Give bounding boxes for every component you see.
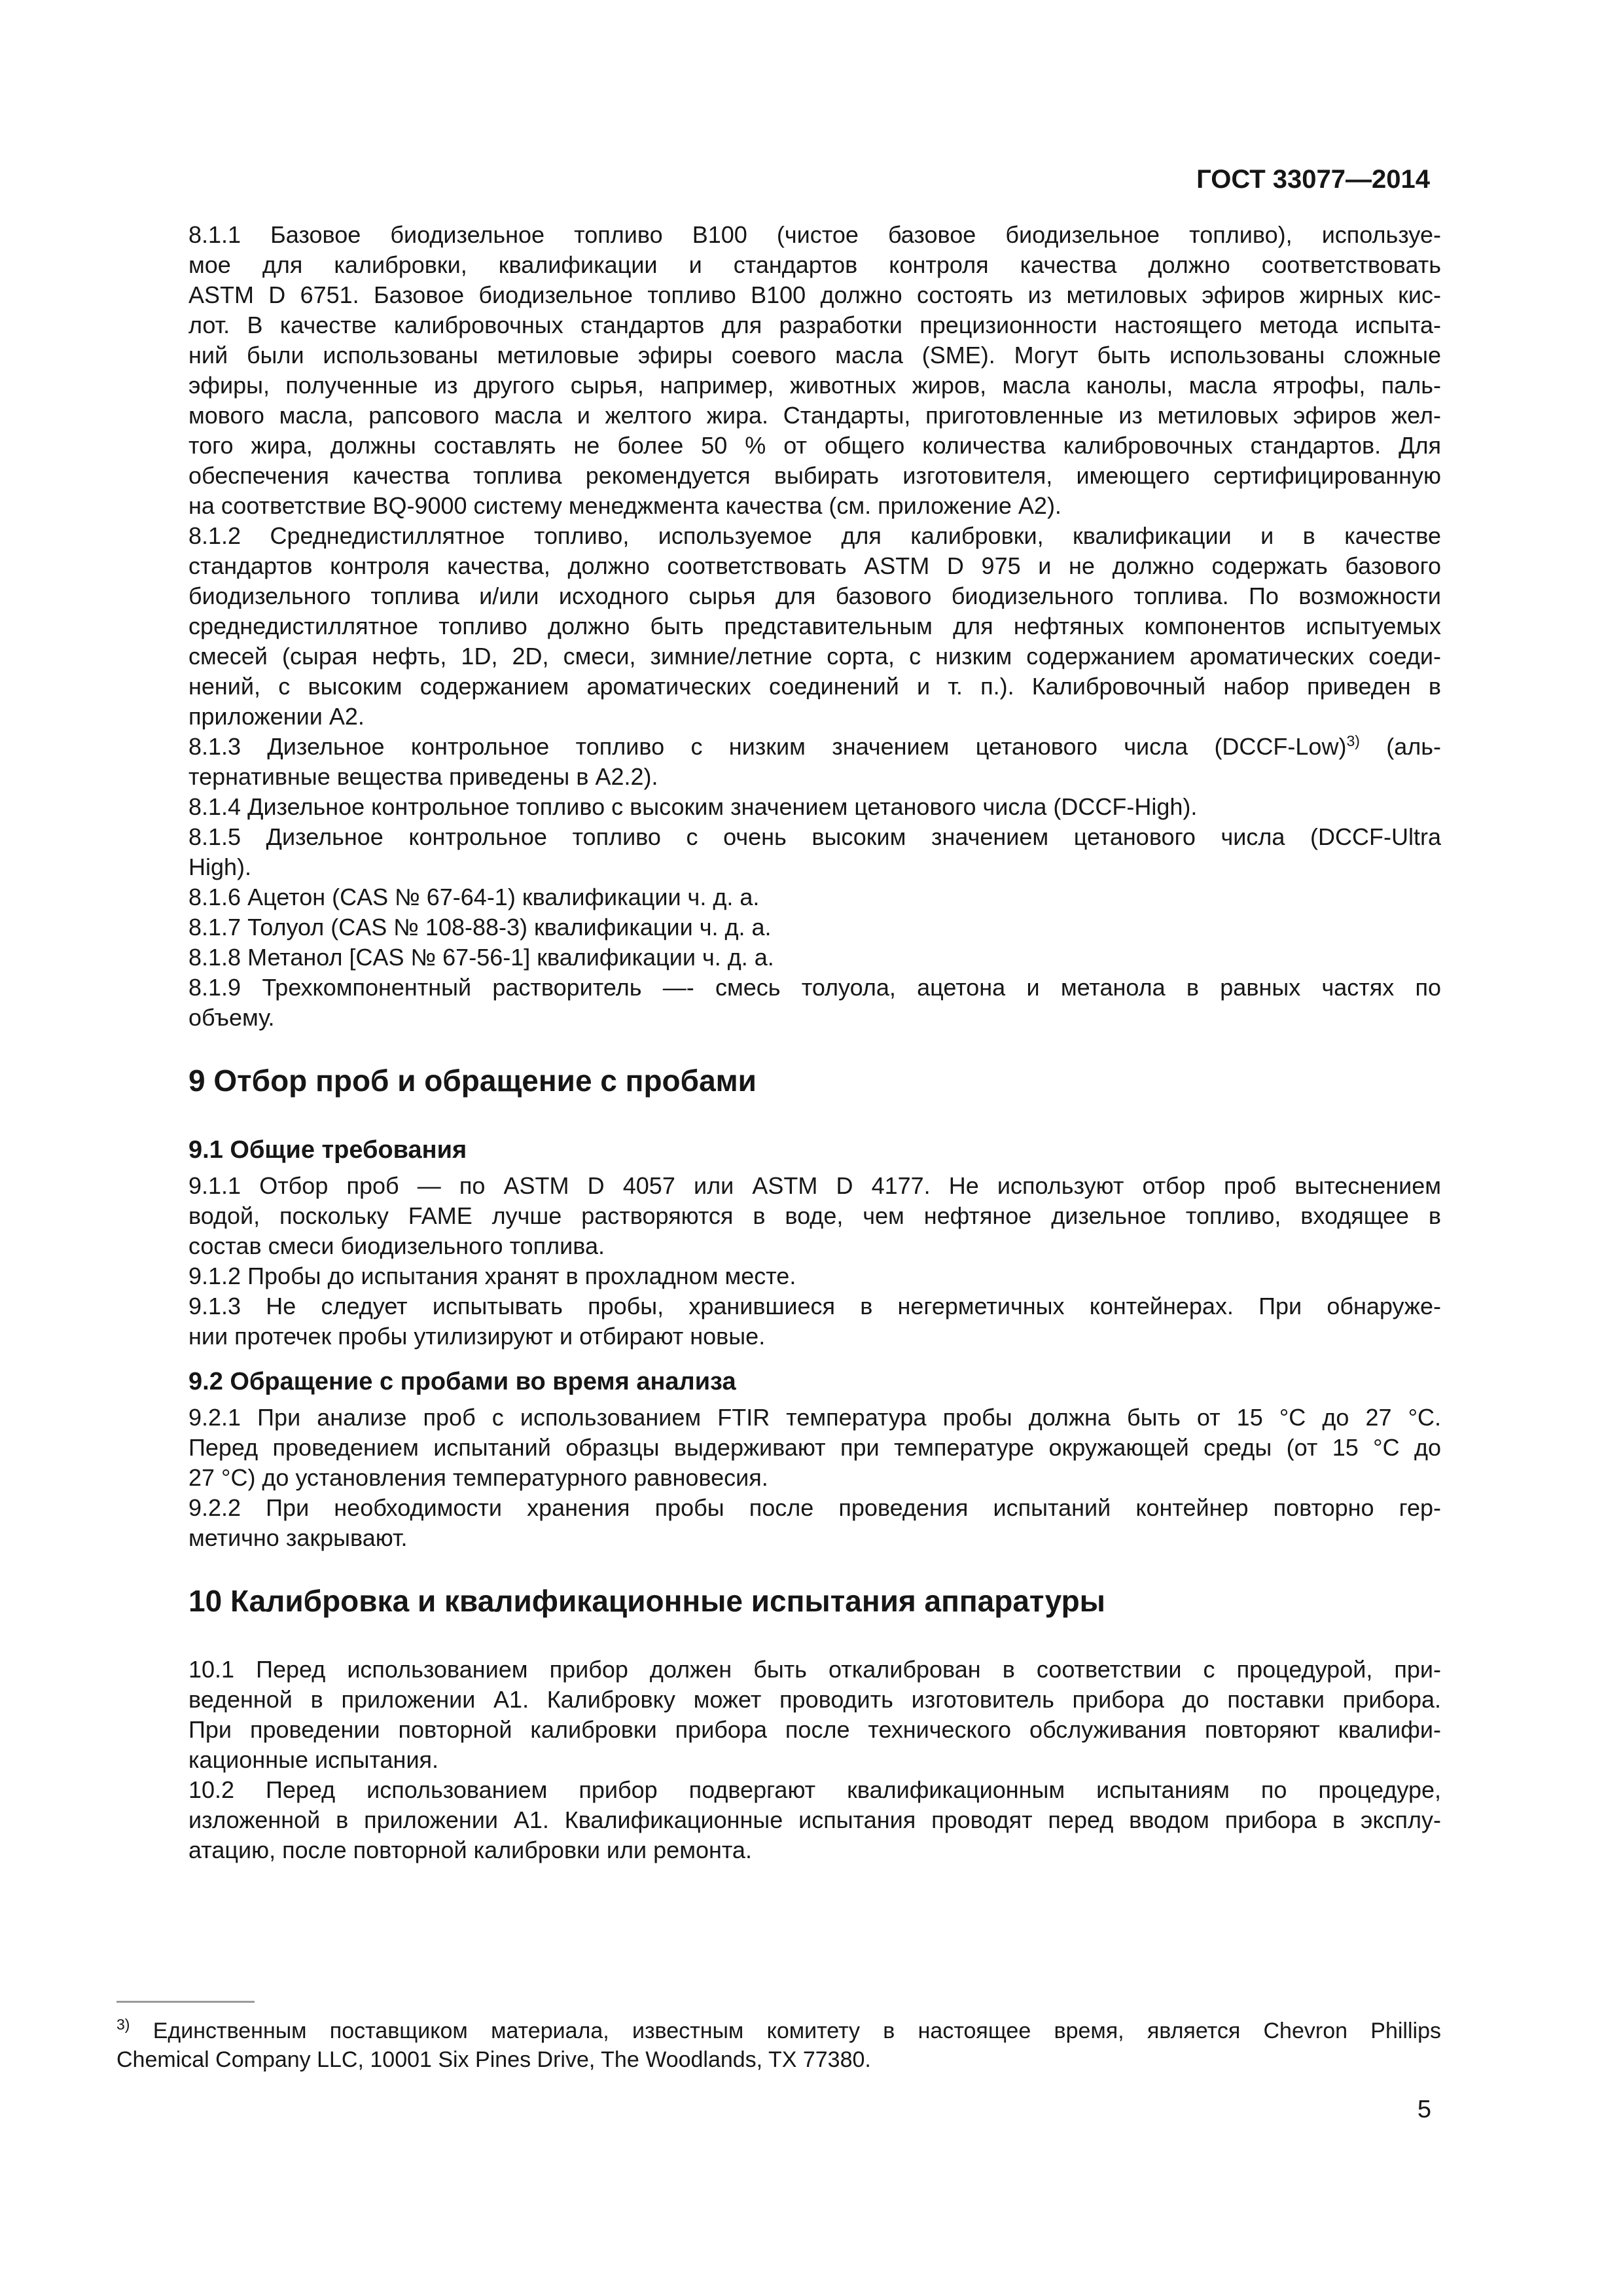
text-line bbox=[116, 732, 1441, 762]
paragraph-8-1-8 bbox=[116, 942, 1441, 973]
paragraph-9-1-1 bbox=[116, 1171, 1441, 1261]
text-line: тернативные вещества приведены в А2.2). bbox=[188, 763, 658, 790]
text-line: биодизельного топлива и/или исходного сырья для базового биодизельного топлива. По возможности bbox=[188, 583, 1441, 609]
text-line: веденной в приложении А1. Калибровку может проводить изготовитель прибора до поставки прибора. bbox=[188, 1686, 1441, 1713]
footnote-reference-mark: 3) bbox=[1346, 732, 1360, 749]
paragraph-8-1-1 bbox=[116, 220, 1441, 521]
text-line: При проведении повторной калибровки прибора после технического обслуживания повторяют квалифи- bbox=[188, 1716, 1441, 1743]
text-line: приложении А2. bbox=[188, 703, 365, 730]
text-line: мового масла, рапсового масла и желтого жира. Стандарты, приготовленные из метиловых эфиров жел- bbox=[188, 402, 1441, 429]
text-line: 10.1 Перед использованием прибор должен быть откалиброван в соответствии с процедурой, при- bbox=[188, 1656, 1441, 1683]
text-line: 8.1.2 Среднедистиллятное топливо, используемое для калибровки, квалификации и в качестве bbox=[188, 522, 1441, 549]
text-fragment: 8.1.3 Дизельное контрольное топливо с низким значением цетанового числа (DCCF-Low) bbox=[188, 733, 1347, 760]
text-line: обеспечения качества топлива рекомендуется выбирать изготовителя, имеющего сертифицированную bbox=[188, 462, 1441, 489]
page-number: 5 bbox=[1417, 2096, 1431, 2123]
text-line: 9.1.2 Пробы до испытания хранят в прохладном месте. bbox=[188, 1263, 796, 1289]
text-line: 8.1.9 Трехкомпонентный растворитель —- смесь толуола, ацетона и метанола в равных частях по bbox=[188, 974, 1441, 1001]
text-line: ASTM D 6751. Базовое биодизельное топливо В100 должно состоять из метиловых эфиров жирных кис- bbox=[188, 281, 1441, 308]
text-line: 27 °С) до установления температурного равновесия. bbox=[188, 1464, 768, 1491]
text-line: стандартов контроля качества, должно соответствовать ASTM D 975 и не должно содержать базового bbox=[188, 552, 1441, 579]
paragraph-9-1-3 bbox=[116, 1291, 1441, 1352]
text-line: мое для калибровки, квалификации и стандартов контроля качества должно соответствовать bbox=[188, 251, 1441, 278]
text-line: изложенной в приложении А1. Квалификационные испытания проводят перед вводом прибора в эксплу- bbox=[188, 1806, 1441, 1833]
paragraph-8-1-3 bbox=[116, 732, 1441, 792]
paragraph-8-1-6 bbox=[116, 882, 1441, 912]
running-header-doc-id: ГОСТ 33077—2014 bbox=[1196, 165, 1430, 194]
text-line: 8.1.6 Ацетон (CAS № 67-64-1) квалификации ч. д. а. bbox=[188, 884, 760, 910]
paragraph-8-1-4 bbox=[116, 792, 1441, 822]
footnote bbox=[116, 2017, 1441, 2074]
footnote-separator bbox=[116, 2001, 255, 2003]
text-line: атацию, после повторной калибровки или ремонта. bbox=[188, 1837, 752, 1863]
text-line: водой, поскольку FAME лучше растворяются в воде, чем нефтяное дизельное топливо, входящее в bbox=[188, 1202, 1441, 1229]
text-line: ний были использованы метиловые эфиры соевого масла (SME). Могут быть использованы сложные bbox=[188, 342, 1441, 368]
text-line: High). bbox=[188, 853, 252, 880]
section-heading-9: 9 Отбор проб и обращение с пробами bbox=[188, 1064, 757, 1098]
section-heading-10: 10 Калибровка и квалификационные испытания аппаратуры bbox=[188, 1584, 1105, 1618]
paragraph-8-1-7 bbox=[116, 912, 1441, 942]
text-fragment: (аль- bbox=[1359, 733, 1441, 760]
paragraph-10-2 bbox=[116, 1775, 1441, 1865]
text-line: 8.1.1 Базовое биодизельное топливо В100 (чистое базовое биодизельное топливо), используе- bbox=[188, 221, 1441, 248]
text-line: кационные испытания. bbox=[188, 1746, 439, 1773]
text-line: 9.2.2 При необходимости хранения пробы после проведения испытаний контейнер повторно гер- bbox=[188, 1494, 1441, 1521]
text-line: нений, с высоким содержанием ароматических соединений и т. п.). Калибровочный набор приведен в bbox=[188, 673, 1441, 700]
text-line: Перед проведением испытаний образцы выдерживают при температуре окружающей среды (от 15 °С до bbox=[188, 1434, 1441, 1461]
text-line: лот. В качестве калибровочных стандартов для разработки прецизионности настоящего метода испыта- bbox=[188, 312, 1441, 338]
text-line: 9.2.1 При анализе проб с использованием FTIR температура пробы должна быть от 15 °С до 27 °С. bbox=[188, 1404, 1441, 1431]
text-line: объему. bbox=[188, 1004, 275, 1031]
text-line bbox=[116, 2017, 1441, 2045]
text-line: 9.1.1 Отбор проб — по ASTM D 4057 или ASTM D 4177. Не используют отбор проб вытеснением bbox=[188, 1172, 1441, 1199]
text-line: 8.1.4 Дизельное контрольное топливо с высоким значением цетанового числа (DCCF-High). bbox=[188, 793, 1198, 820]
paragraph-8-1-2 bbox=[116, 521, 1441, 732]
text-line: того жира, должны составлять не более 50 % от общего количества калибровочных стандартов. Для bbox=[188, 432, 1441, 459]
subsection-heading-9-1: 9.1 Общие требования bbox=[188, 1136, 467, 1164]
text-line: 8.1.7 Толуол (CAS № 108-88-3) квалификации ч. д. а. bbox=[188, 914, 772, 941]
subsection-heading-9-2: 9.2 Обращение с пробами во время анализа bbox=[188, 1368, 736, 1395]
page-body bbox=[116, 220, 1441, 1865]
text-line: состав смеси биодизельного топлива. bbox=[188, 1232, 605, 1259]
text-line: на соответствие BQ-9000 систему менеджмента качества (см. приложение А2). bbox=[188, 492, 1061, 519]
text-line: метично закрывают. bbox=[188, 1524, 408, 1551]
paragraph-9-2-1 bbox=[116, 1403, 1441, 1493]
text-line: 8.1.8 Метанол [CAS № 67-56-1] квалификации ч. д. а. bbox=[188, 944, 774, 971]
text-line: нии протечек пробы утилизируют и отбирают новые. bbox=[188, 1323, 766, 1350]
paragraph-8-1-9 bbox=[116, 973, 1441, 1033]
paragraph-8-1-5 bbox=[116, 822, 1441, 882]
text-line: 8.1.5 Дизельное контрольное топливо с очень высоким значением цетанового числа (DCCF-Ultra bbox=[188, 823, 1441, 850]
text-line: смесей (сырая нефть, 1D, 2D, смеси, зимние/летние сорта, с низким содержанием ароматических соеди- bbox=[188, 643, 1441, 670]
paragraph-9-2-2 bbox=[116, 1493, 1441, 1553]
text-line: Chemical Company LLC, 10001 Six Pines Drive, The Woodlands, TX 77380. bbox=[116, 2047, 871, 2072]
text-fragment: Единственным поставщиком материала, известным комитету в настоящее время, является Chevron Phillips bbox=[130, 2018, 1441, 2043]
text-line: среднедистиллятное топливо должно быть представительным для нефтяных компонентов испытуемых bbox=[188, 613, 1441, 639]
paragraph-9-1-2 bbox=[116, 1261, 1441, 1291]
text-line: 10.2 Перед использованием прибор подвергают квалификационным испытаниям по процедуре, bbox=[188, 1776, 1441, 1803]
footnote-mark: 3) bbox=[116, 2016, 130, 2033]
text-line: эфиры, полученные из другого сырья, например, животных жиров, масла канолы, масла ятрофы, паль- bbox=[188, 372, 1441, 399]
text-line: 9.1.3 Не следует испытывать пробы, хранившиеся в негерметичных контейнерах. При обнаруже- bbox=[188, 1293, 1441, 1319]
paragraph-10-1 bbox=[116, 1655, 1441, 1775]
